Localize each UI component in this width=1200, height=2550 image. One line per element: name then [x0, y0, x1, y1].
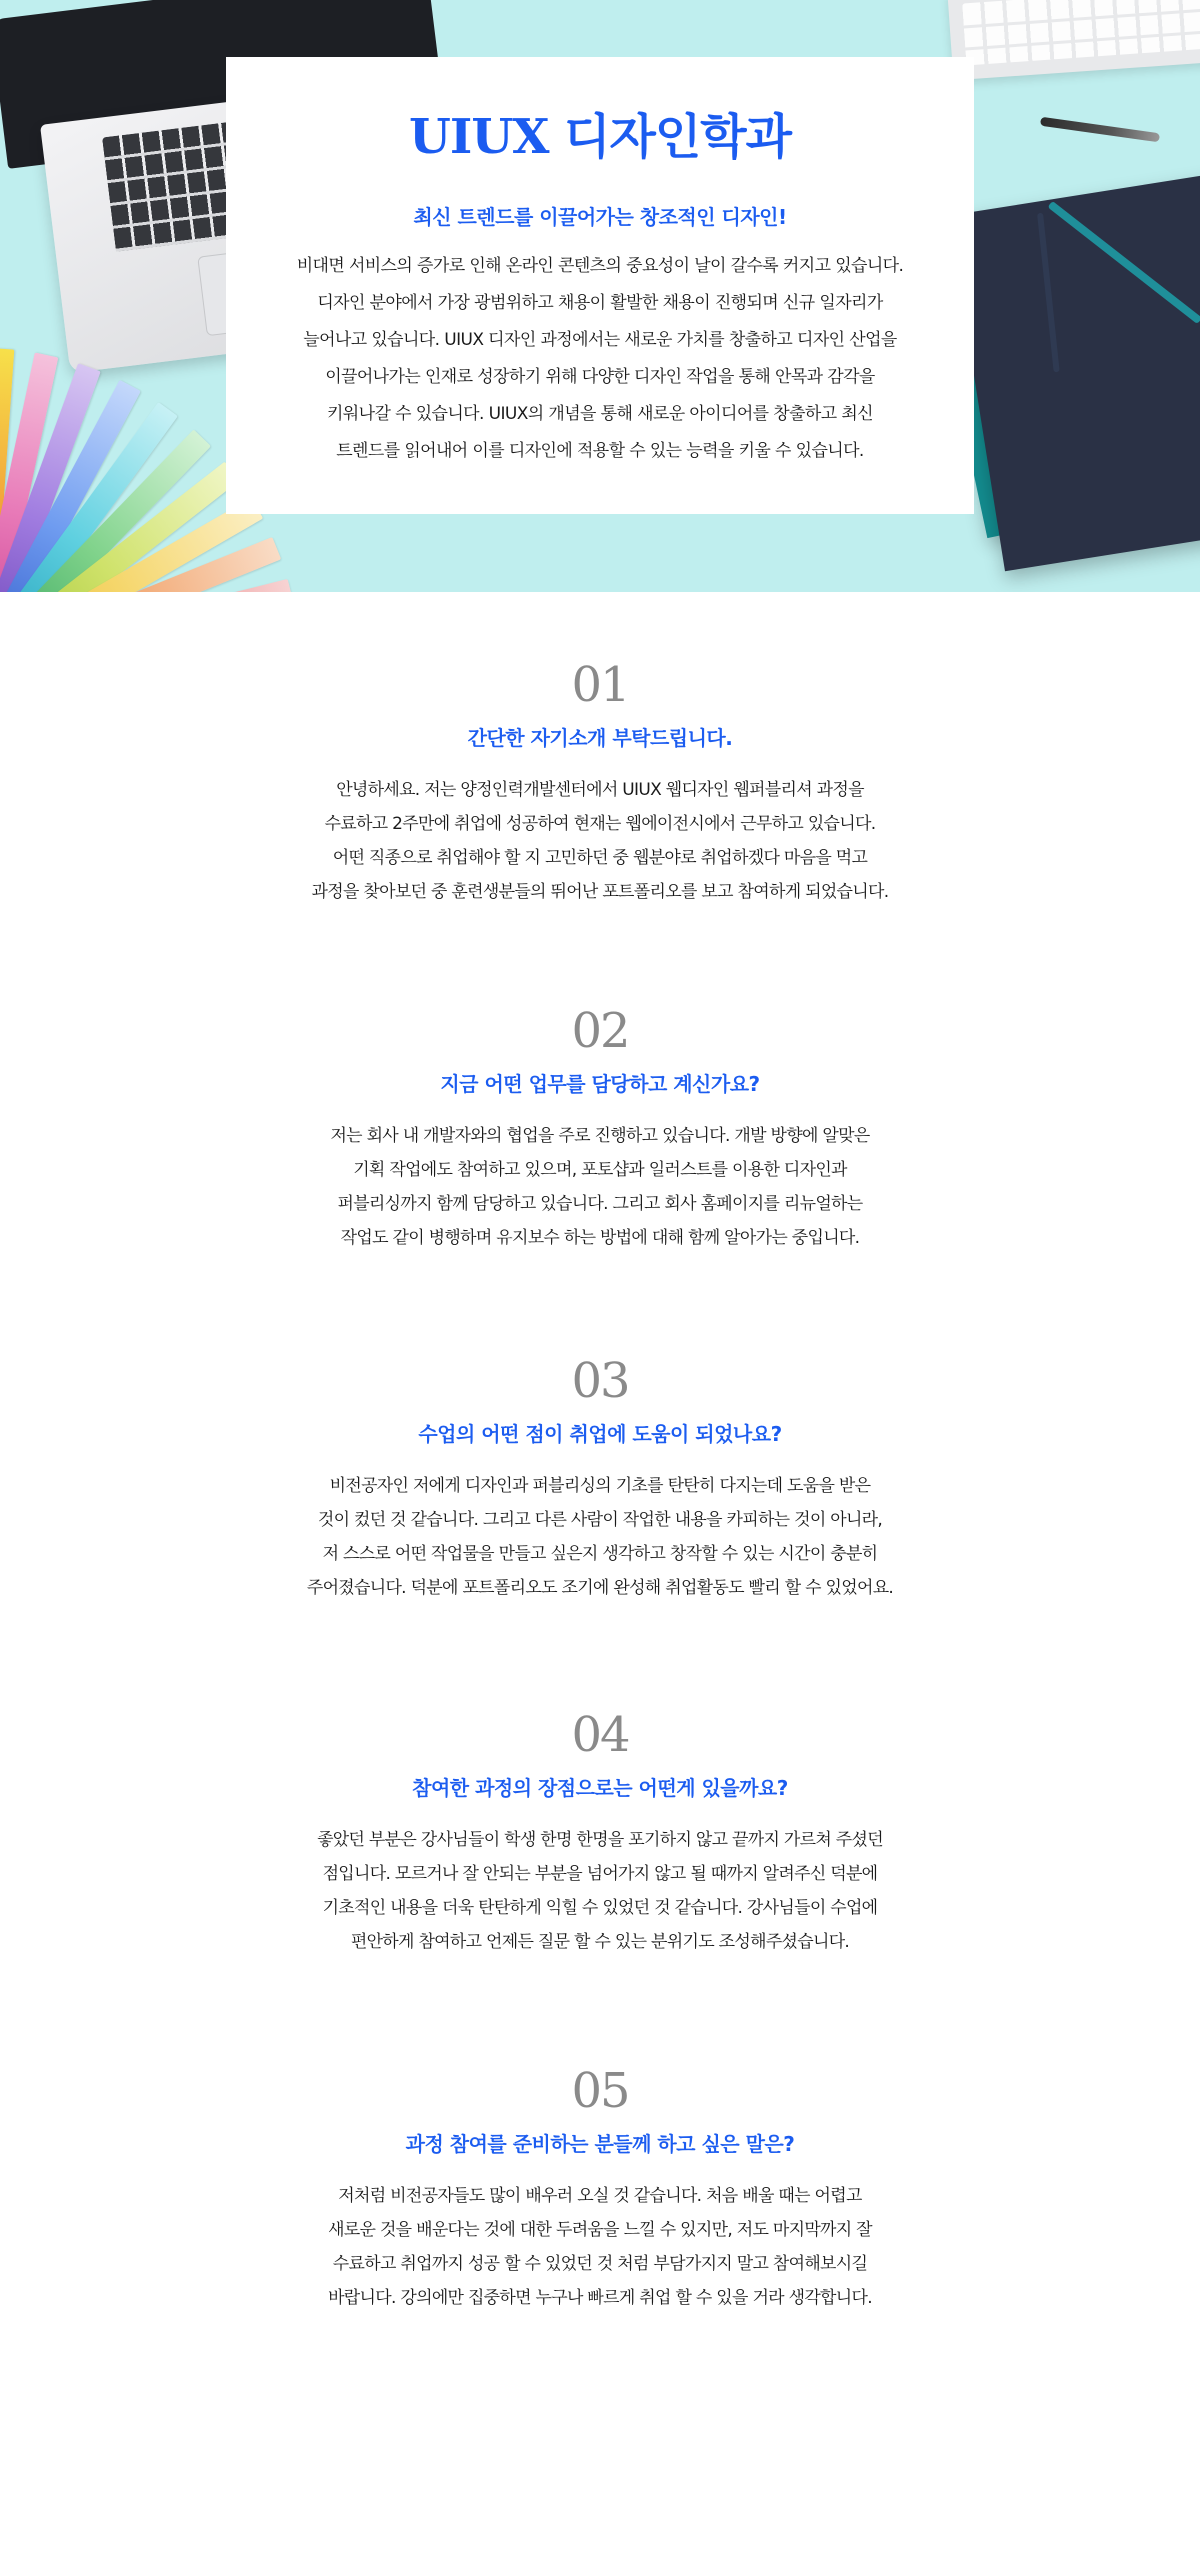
hero-description: [226, 248, 974, 470]
qa-question: 참여한 과정의 장점으로는 어떤게 있을까요?: [412, 1776, 788, 1800]
qa-number: 05: [571, 2063, 629, 2119]
hero-description-line: 트렌드를 읽어내어 이를 디자인에 적용할 수 있는 능력을 키울 수 있습니다.: [336, 440, 864, 461]
qa-answer-line: 주어졌습니다. 덕분에 포트폴리오도 조기에 완성해 취업활동도 빨리 할 수 있었어요.: [306, 1578, 894, 1598]
qa-section-03: [0, 1353, 1200, 1605]
qa-answer: [0, 2179, 1200, 2315]
qa-answer-line: 안녕하세요. 저는 양정인력개발센터에서 UIUX 웹디자인 웹퍼블리셔 과정을: [336, 780, 864, 800]
qa-answer-line: 좋았던 부분은 강사님들이 학생 한명 한명을 포기하지 않고 끝까지 가르쳐 주셨던: [317, 1830, 883, 1850]
qa-answer: [0, 1469, 1200, 1605]
qa-answer-line: 기획 작업에도 참여하고 있으며, 포토샵과 일러스트를 이용한 디자인과: [353, 1160, 847, 1180]
qa-answer-line: 비전공자인 저에게 디자인과 퍼블리싱의 기초를 탄탄히 다지는데 도움을 받은: [329, 1476, 871, 1496]
hero-description-line: 늘어나고 있습니다. UIUX 디자인 과정에서는 새로운 가치를 창출하고 디자인 산업을: [303, 329, 897, 350]
hero-banner: [0, 0, 1200, 592]
qa-answer-line: 저처럼 비전공자들도 많이 배우러 오실 것 같습니다. 처음 배울 때는 어렵고: [338, 2186, 862, 2206]
qa-section-05: [0, 2063, 1200, 2315]
qa-answer-line: 편안하게 참여하고 언제든 질문 할 수 있는 분위기도 조성해주셨습니다.: [350, 1932, 850, 1952]
qa-question: 과정 참여를 준비하는 분들께 하고 싶은 말은?: [405, 2132, 795, 2156]
qa-number: 04: [571, 1707, 629, 1763]
qa-answer-line: 바랍니다. 강의에만 집중하면 누구나 빠르게 취업 할 수 있을 거라 생각합니다.: [328, 2288, 872, 2308]
qa-number: 03: [571, 1353, 629, 1409]
hero-card: [226, 57, 974, 514]
page-title: UIUX 디자인학과: [409, 109, 791, 165]
hero-subtitle: 최신 트렌드를 이끌어가는 창조적인 디자인!: [413, 204, 787, 229]
qa-answer-line: 작업도 같이 병행하며 유지보수 하는 방법에 대해 함께 알아가는 중입니다.: [340, 1228, 860, 1248]
qa-question: 간단한 자기소개 부탁드립니다.: [467, 726, 733, 750]
qa-answer-line: 저는 회사 내 개발자와의 협업을 주로 진행하고 있습니다. 개발 방향에 알맞은: [330, 1126, 870, 1146]
hero-description-line: 이끌어나가는 인재로 성장하기 위해 다양한 디자인 작업을 통해 안목과 감각을: [325, 366, 875, 387]
qa-answer-line: 퍼블리싱까지 함께 담당하고 있습니다. 그리고 회사 홈페이지를 리뉴얼하는: [337, 1194, 863, 1214]
qa-section-01: [0, 657, 1200, 909]
qa-answer-line: 기초적인 내용을 더욱 탄탄하게 익힐 수 있었던 것 같습니다. 강사님들이 수업에: [322, 1898, 878, 1918]
qa-answer-line: 과정을 찾아보던 중 훈련생분들의 뛰어난 포트폴리오를 보고 참여하게 되었습니다.: [311, 882, 889, 902]
pen-icon: [1040, 117, 1160, 143]
qa-number: 01: [571, 657, 629, 713]
qa-section-02: [0, 1003, 1200, 1255]
qa-question: 지금 어떤 업무를 담당하고 계신가요?: [440, 1072, 760, 1096]
hero-description-line: 디자인 분야에서 가장 광범위하고 채용이 활발한 채용이 진행되며 신규 일자리가: [317, 292, 883, 313]
hero-description-line: 비대면 서비스의 증가로 인해 온라인 콘텐츠의 중요성이 날이 갈수록 커지고 있습니다.: [296, 255, 904, 276]
qa-number: 02: [571, 1003, 629, 1059]
qa-answer: [0, 1119, 1200, 1255]
qa-answer-line: 수료하고 취업까지 성공 할 수 있었던 것 처럼 부담가지지 말고 참여해보시길: [332, 2254, 868, 2274]
hero-description-line: 키워나갈 수 있습니다. UIUX의 개념을 통해 새로운 아이디어를 창출하고 최신: [326, 403, 874, 424]
keyboard-icon: [947, 0, 1200, 80]
qa-section-04: [0, 1707, 1200, 1959]
qa-answer: [0, 1823, 1200, 1959]
qa-question: 수업의 어떤 점이 취업에 도움이 되었나요?: [418, 1422, 782, 1446]
qa-answer-line: 어떤 직종으로 취업해야 할 지 고민하던 중 웹분야로 취업하겠다 마음을 먹고: [332, 848, 868, 868]
qa-answer-line: 새로운 것을 배운다는 것에 대한 두려움을 느낄 수 있지만, 저도 마지막까지 잘: [328, 2220, 872, 2240]
qa-answer-line: 저 스스로 어떤 작업물을 만들고 싶은지 생각하고 창작할 수 있는 시간이 충분히: [322, 1544, 878, 1564]
qa-answer-line: 수료하고 2주만에 취업에 성공하여 현재는 웹에이전시에서 근무하고 있습니다.: [324, 814, 876, 834]
qa-answer-line: 것이 컸던 것 같습니다. 그리고 다른 사람이 작업한 내용을 카피하는 것이 아니라,: [317, 1510, 883, 1530]
qa-answer: [0, 773, 1200, 909]
qa-answer-line: 점입니다. 모르거나 잘 안되는 부분을 넘어가지 않고 될 때까지 알려주신 덕분에: [322, 1864, 878, 1884]
